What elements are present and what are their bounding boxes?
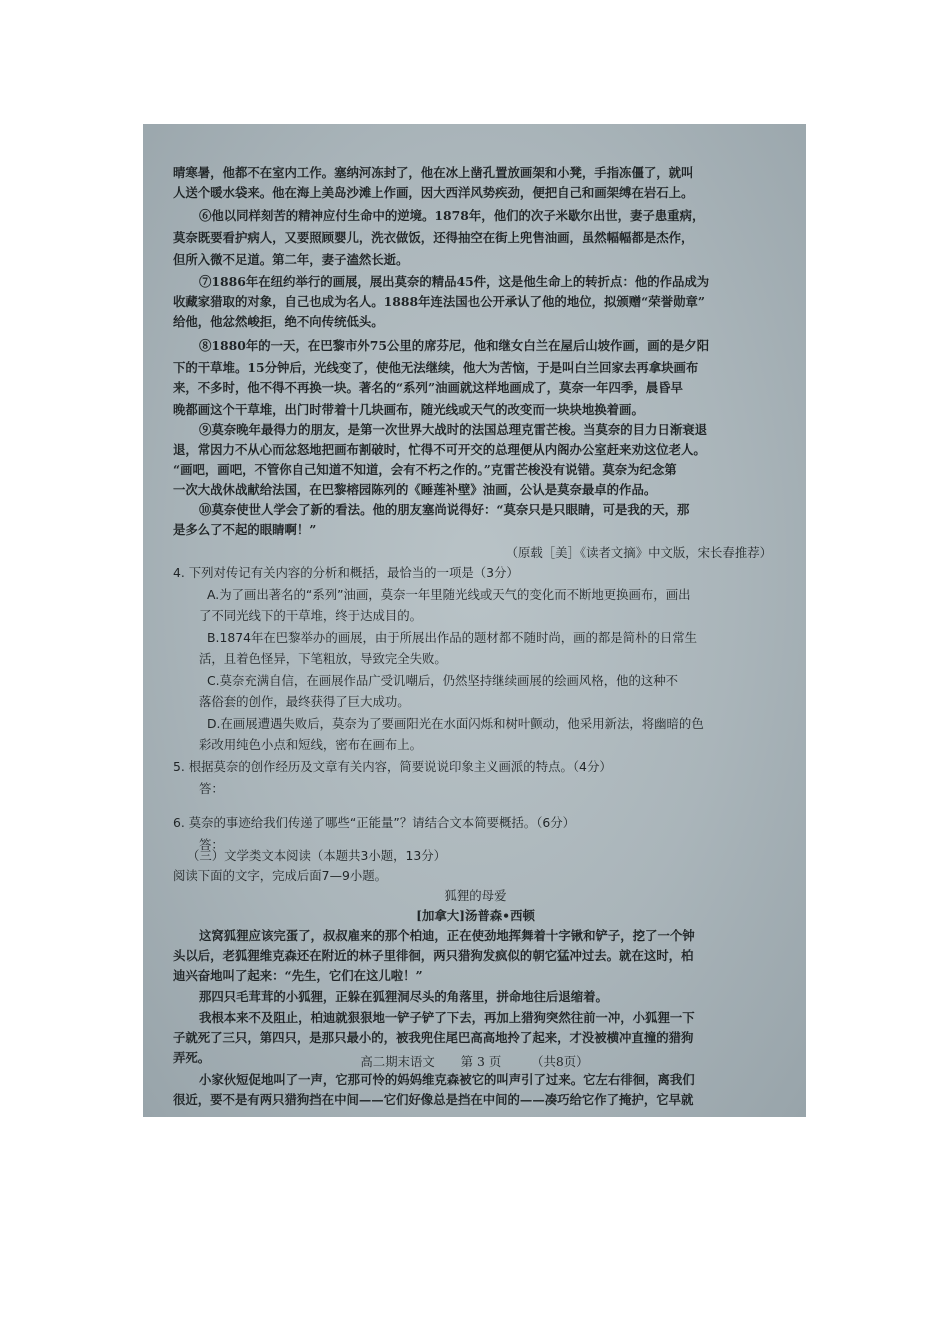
passage-line: 晴寒暑，他都不在室内工作。塞纳河冻封了，他在冰上凿孔置放画架和小凳，手指冻僵了，就叫 — [173, 165, 694, 180]
section-instruction: 阅读下面的文字，完成后面7—9小题。 — [173, 868, 388, 883]
passage-line: 退，常因力不从心而忿怒地把画布割破时，忙得不可开交的总理便从内阁办公室赶来劝这位老人。 — [173, 442, 706, 457]
story-line: 迪兴奋地叫了起来：“先生，它们在这儿啦！” — [173, 968, 423, 983]
passage-line: 下的干草堆。15分钟后，光线变了，使他无法继续，他大为苦恼，于是叫白兰回家去再拿块画布 — [173, 360, 699, 375]
answer-label: 答： — [199, 781, 224, 796]
question-6-stem: 6. 莫奈的事迹给我们传递了哪些“正能量”？请结合文本简要概括。（6分） — [173, 815, 576, 830]
answer-label: 答： — [199, 837, 224, 852]
story-title: 狐狸的母爱 — [444, 888, 507, 903]
passage-line: 是多么了不起的眼睛啊！” — [173, 522, 317, 537]
passage-line: ⑨莫奈晚年最得力的朋友，是第一次世界大战时的法国总理克雷芒梭。当莫奈的目力日渐衰退 — [199, 422, 708, 437]
question-5-stem: 5. 根据莫奈的创作经历及文章有关内容，简要说说印象主义画派的特点。（4分） — [173, 759, 612, 774]
footer-subject: 高二期末语文 — [360, 1054, 435, 1069]
passage-line: 收藏家猎取的对象，自己也成为名人。1888年连法国也公开承认了他的地位，拟颁赠“荣誉勋章” — [173, 294, 705, 309]
passage-line: 但所入微不足道。第二年，妻子溘然长逝。 — [173, 252, 409, 267]
story-line: 我根本来不及阻止，柏迪就狠狠地一铲子铲了下去，再加上猎狗突然往前一冲，小狐狸一下 — [199, 1010, 695, 1025]
story-line: 这窝狐狸应该完蛋了，叔叔雇来的那个柏迪，正在使劲地挥舞着十字锹和铲子，挖了一个钟 — [199, 928, 695, 943]
scanned-page-photo — [143, 124, 806, 1117]
story-line: 那四只毛茸茸的小狐狸，正躲在狐狸洞尽头的角落里，拼命地往后退缩着。 — [199, 989, 608, 1004]
passage-line: 来，不多时，他不得不再换一块。著名的“系列”油画就这样地画成了，莫奈一年四季，晨昏早 — [173, 380, 683, 395]
option-c-cont: 落俗套的创作，最终获得了巨大成功。 — [199, 694, 410, 709]
passage-line: 一次大战休战献给法国，在巴黎榕园陈列的《睡莲补壁》油画，公认是莫奈最卓的作品。 — [173, 482, 657, 497]
passage-line: ⑩莫奈使世人学会了新的看法。他的朋友塞尚说得好：“莫奈只是只眼睛，可是我的天，那 — [199, 502, 690, 517]
exam-page — [173, 152, 778, 1117]
story-author: [加拿大]汤普森•西顿 — [416, 908, 535, 923]
option-a-cont: 了不同光线下的干草堆，终于达成目的。 — [199, 608, 423, 623]
passage-line: 人送个暖水袋来。他在海上美岛沙滩上作画，因大西洋风势疾劲，便把自己和画架缚在岩石上。 — [173, 185, 694, 200]
passage-line: 晚都画这个干草堆，出门时带着十几块画布，随光线或天气的改变而一块块地换着画。 — [173, 402, 644, 417]
passage-line: 给他，他忿然峻拒，绝不向传统低头。 — [173, 314, 384, 329]
source-note: （原载［美］《读者文摘》中文版，宋长春推荐） — [505, 545, 772, 560]
passage-line: 莫奈既要看护病人，又要照顾婴儿，洗衣做饭，还得抽空在街上兜售油画，虽然幅幅都是杰作， — [173, 230, 694, 245]
option-d-cont: 彩改用纯色小点和短线，密布在画布上。 — [199, 737, 423, 752]
story-line: 小家伙短促地叫了一声，它那可怜的妈妈维克森被它的叫声引了过来。它左右徘徊，离我们 — [199, 1072, 695, 1087]
story-line: 子就死了三只，第四只，是那只最小的，被我兜住尾巴高高地拎了起来，才没被横冲直撞的猎狗 — [173, 1030, 694, 1045]
option-b: B.1874年在巴黎举办的画展，由于所展出作品的题材都不随时尚，画的都是简朴的日常生 — [207, 630, 698, 645]
section-heading: （三）文学类文本阅读（本题共3小题，13分） — [187, 848, 447, 863]
option-a: A.为了画出著名的“系列”油画，莫奈一年里随光线或天气的变化而不断地更换画布，画出 — [207, 587, 691, 602]
page-footer — [143, 1052, 806, 1070]
passage-line: ⑦1886年在纽约举行的画展，展出莫奈的精品45件，这是他生命上的转折点：他的作品成为 — [199, 274, 710, 289]
option-b-cont: 活，且着色怪异，下笔粗放，导致完全失败。 — [199, 651, 447, 666]
option-c: C.莫奈充满自信，在画展作品广受讥嘲后，仍然坚持继续画展的绘画风格，他的这种不 — [207, 673, 679, 688]
story-line: 头以后，老狐狸维克森还在附近的林子里徘徊，两只猎狗发疯似的朝它猛冲过去。就在这时，柏 — [173, 948, 694, 963]
footer-page: 第 3 页 — [460, 1054, 502, 1069]
story-line: 很近，要不是有两只猎狗挡在中间——它们好像总是挡在中间的——凑巧给它作了掩护，它早就 — [173, 1092, 694, 1107]
passage-line: “画吧，画吧，不管你自己知道不知道，会有不朽之作的。”克雷芒梭没有说错。莫奈为纪念第 — [173, 462, 677, 477]
story-line: 弄死。 — [173, 1050, 211, 1065]
passage-line: ⑧1880年的一天，在巴黎市外75公里的席芬尼，他和继女白兰在屋后山坡作画，画的是夕阳 — [199, 338, 710, 353]
passage-line: ⑥他以同样刻苦的精神应付生命中的逆境。1878年，他们的次子米歇尔出世，妻子患重病， — [199, 208, 705, 223]
footer-total: （共8页） — [531, 1054, 589, 1069]
option-d: D.在画展遭遇失败后，莫奈为了要画阳光在水面闪烁和树叶颤动，他采用新法，将幽暗的色 — [207, 716, 704, 731]
question-4-stem: 4. 下列对传记有关内容的分析和概括，最恰当的一项是（3分） — [173, 565, 519, 580]
